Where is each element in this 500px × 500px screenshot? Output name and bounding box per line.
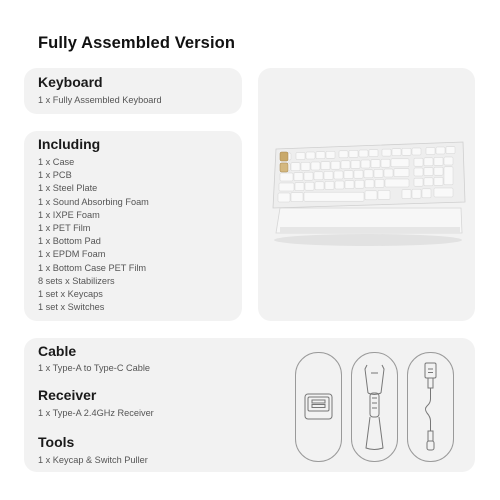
list-item: 1 x PCB bbox=[38, 170, 72, 181]
list-item: 1 x Case bbox=[38, 157, 75, 167]
keyboard-line: 1 x Fully Assembled Keyboard bbox=[38, 95, 162, 105]
list-item: 8 sets x Stabilizers bbox=[38, 275, 115, 286]
puller-pill bbox=[351, 352, 398, 462]
list-item: 1 x EPDM Foam bbox=[38, 249, 106, 260]
keyboard-card bbox=[24, 68, 242, 114]
cable-line: 1 x Type-A to Type-C Cable bbox=[38, 363, 151, 373]
tools-line: 1 x Keycap & Switch Puller bbox=[38, 455, 148, 465]
receiver-heading: Receiver bbox=[38, 387, 97, 403]
including-card bbox=[24, 131, 242, 321]
list-item: 1 x Sound Absorbing Foam bbox=[38, 196, 149, 207]
keycap-switch-puller-icon bbox=[352, 353, 397, 461]
list-item: 1 x Steel Plate bbox=[38, 183, 98, 194]
keyboard-heading: Keyboard bbox=[38, 74, 103, 90]
list-item: 1 x IXPE Foam bbox=[38, 209, 100, 220]
accessories-card bbox=[24, 338, 475, 472]
keyboard-photo-card bbox=[258, 68, 475, 321]
tools-heading: Tools bbox=[38, 434, 75, 450]
list-item: 1 set x Keycaps bbox=[38, 288, 103, 299]
list-item: 1 x PET Film bbox=[38, 222, 91, 233]
usb-receiver-icon bbox=[296, 353, 341, 461]
receiver-line: 1 x Type-A 2.4GHz Receiver bbox=[38, 408, 154, 418]
including-heading: Including bbox=[38, 136, 101, 152]
list-item: 1 x Bottom Case PET Film bbox=[38, 262, 147, 273]
receiver-pill bbox=[295, 352, 342, 462]
list-item: 1 set x Switches bbox=[38, 302, 105, 313]
cable-pill bbox=[407, 352, 454, 462]
list-item: 1 x Bottom Pad bbox=[38, 236, 101, 247]
cable-heading: Cable bbox=[38, 343, 77, 359]
page-title: Fully Assembled Version bbox=[38, 34, 236, 52]
including-list bbox=[38, 156, 149, 314]
usb-cable-icon bbox=[408, 353, 453, 461]
keyboard-with-wrist-rest-image bbox=[258, 68, 475, 321]
